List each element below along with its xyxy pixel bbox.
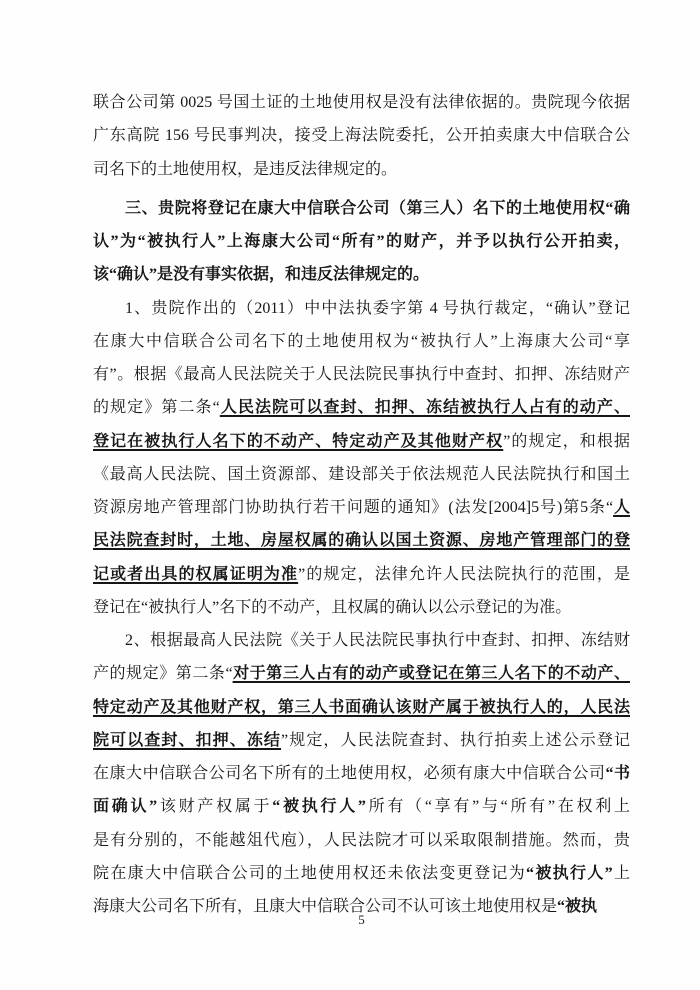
text-line (93, 624, 630, 657)
text-line (93, 425, 630, 458)
emphasis-underlined-text: 人民法院可以查封、扣押、冻结被执行人占有的动产、 (219, 399, 630, 417)
text-line (93, 119, 630, 152)
emphasis-underlined-text: 院可以查封、扣押、冻结 (93, 731, 282, 749)
emphasis-bold-text: “被执 (557, 898, 598, 915)
body-text: 有”。根据《最高人民法院关于人民法院民事执行中查封、扣押、冻结财产 (93, 366, 630, 383)
body-text: 上 (612, 864, 630, 882)
text-line (93, 591, 630, 624)
text-line (93, 391, 630, 424)
emphasis-bold-text: “书 (605, 765, 630, 782)
text-line (93, 225, 630, 258)
body-text: 在康大中信联合公司名下所有的土地使用权，必须有康大中信联合公司 (93, 765, 606, 782)
body-text: 联合公司第 0025 号国土证的土地使用权是没有法律依据的。贵院现今依据 (93, 94, 630, 111)
text-line (93, 657, 630, 690)
body-text: ”的规定，和根据 (503, 432, 630, 450)
body-text: 海康大公司名下所有，且康大中信联合公司不认可该土地使用权是 (93, 898, 558, 915)
body-text: ”规定，人民法院查封、执行拍卖上述公示登记 (281, 731, 630, 749)
text-line (93, 824, 630, 857)
text-line (93, 325, 630, 358)
emphasis-bold-text: 认”为“被执行人”上海康大公司“所有”的财产，并予以执行公开拍卖， (93, 233, 630, 250)
emphasis-bold-text: “被执行人” (272, 798, 366, 816)
body-text: 广东高院 156 号民事判决，接受上海法院委托，公开拍卖康大中信联合公 (93, 127, 630, 145)
text-line (93, 458, 630, 491)
body-text: 该财产权属于 (157, 798, 273, 816)
body-text: 登记在“被执行人”名下的不动产，且权属的确认以公示登记的为准。 (93, 598, 572, 616)
body-text: ”的规定，法律允许人民法院执行的范围，是 (298, 565, 630, 583)
page-number: 5 (358, 912, 365, 927)
emphasis-underlined-text: 人 (613, 499, 630, 516)
text-line (93, 857, 630, 890)
text-line (93, 724, 630, 757)
body-text: 产的规定》第二条“ (93, 665, 233, 683)
body-text: 院在康大中信联合公司的土地使用权还未依法变更登记为 (93, 864, 527, 882)
body-text: 所有（“享有”与“所有”在权利上 (365, 798, 630, 816)
text-line (93, 790, 630, 823)
text-line (93, 258, 630, 291)
body-text: 在康大中信联合公司名下的土地使用权为“被执行人”上海康大公司“享 (93, 332, 630, 350)
text-line (93, 491, 630, 524)
body-text: 的规定》第二条“ (93, 399, 220, 417)
text-line (93, 86, 630, 119)
emphasis-underlined-text: 民法院查封时，土地、房屋权属的确认以国土资源、房地产管理部门的登 (93, 532, 630, 550)
emphasis-bold-text: 该“确认”是没有事实依据，和违反法律规定的。 (93, 266, 430, 284)
emphasis-bold-text: 面确认” (93, 798, 158, 816)
text-line (93, 192, 630, 225)
text-line (93, 558, 630, 591)
document-text-block (93, 86, 630, 923)
body-text: 1、贵院作出的（2011）中中法执委字第 4 号执行裁定，“确认”登记 (125, 299, 630, 317)
text-line (93, 691, 630, 724)
body-text: 是有分别的，不能越俎代庖），人民法院才可以采取限制措施。然而，贵 (93, 831, 630, 849)
text-line (93, 153, 630, 186)
emphasis-underlined-text: 对于第三人占有的动产或登记在第三人名下的不动产、 (232, 665, 630, 683)
text-line (93, 524, 630, 557)
text-line (93, 292, 630, 325)
text-line (93, 358, 630, 391)
emphasis-bold-text: “被执行人” (526, 864, 613, 882)
body-text: 资源房地产管理部门协助执行若干问题的通知》(法发[2004]5号)第5条“ (93, 499, 614, 516)
emphasis-underlined-text: 登记在被执行人名下的不动产、特定动产及其他财产权 (93, 432, 504, 450)
emphasis-bold-text: 三、贵院将登记在康大中信联合公司（第三人）名下的土地使用权“确 (125, 199, 630, 217)
emphasis-underlined-text: 特定动产及其他财产权，第三人书面确认该财产属于被执行人的，人民法 (93, 698, 630, 716)
body-text: 司名下的土地使用权，是违反法律规定的。 (93, 160, 398, 178)
body-text: 2、根据最高人民法院《关于人民法院民事执行中查封、扣押、冻结财 (125, 632, 630, 649)
body-text: 《最高人民法院、国土资源部、建设部关于依法规范人民法院执行和国土 (93, 465, 630, 483)
emphasis-underlined-text: 记或者出具的权属证明为准 (93, 565, 299, 583)
text-line (93, 757, 630, 790)
